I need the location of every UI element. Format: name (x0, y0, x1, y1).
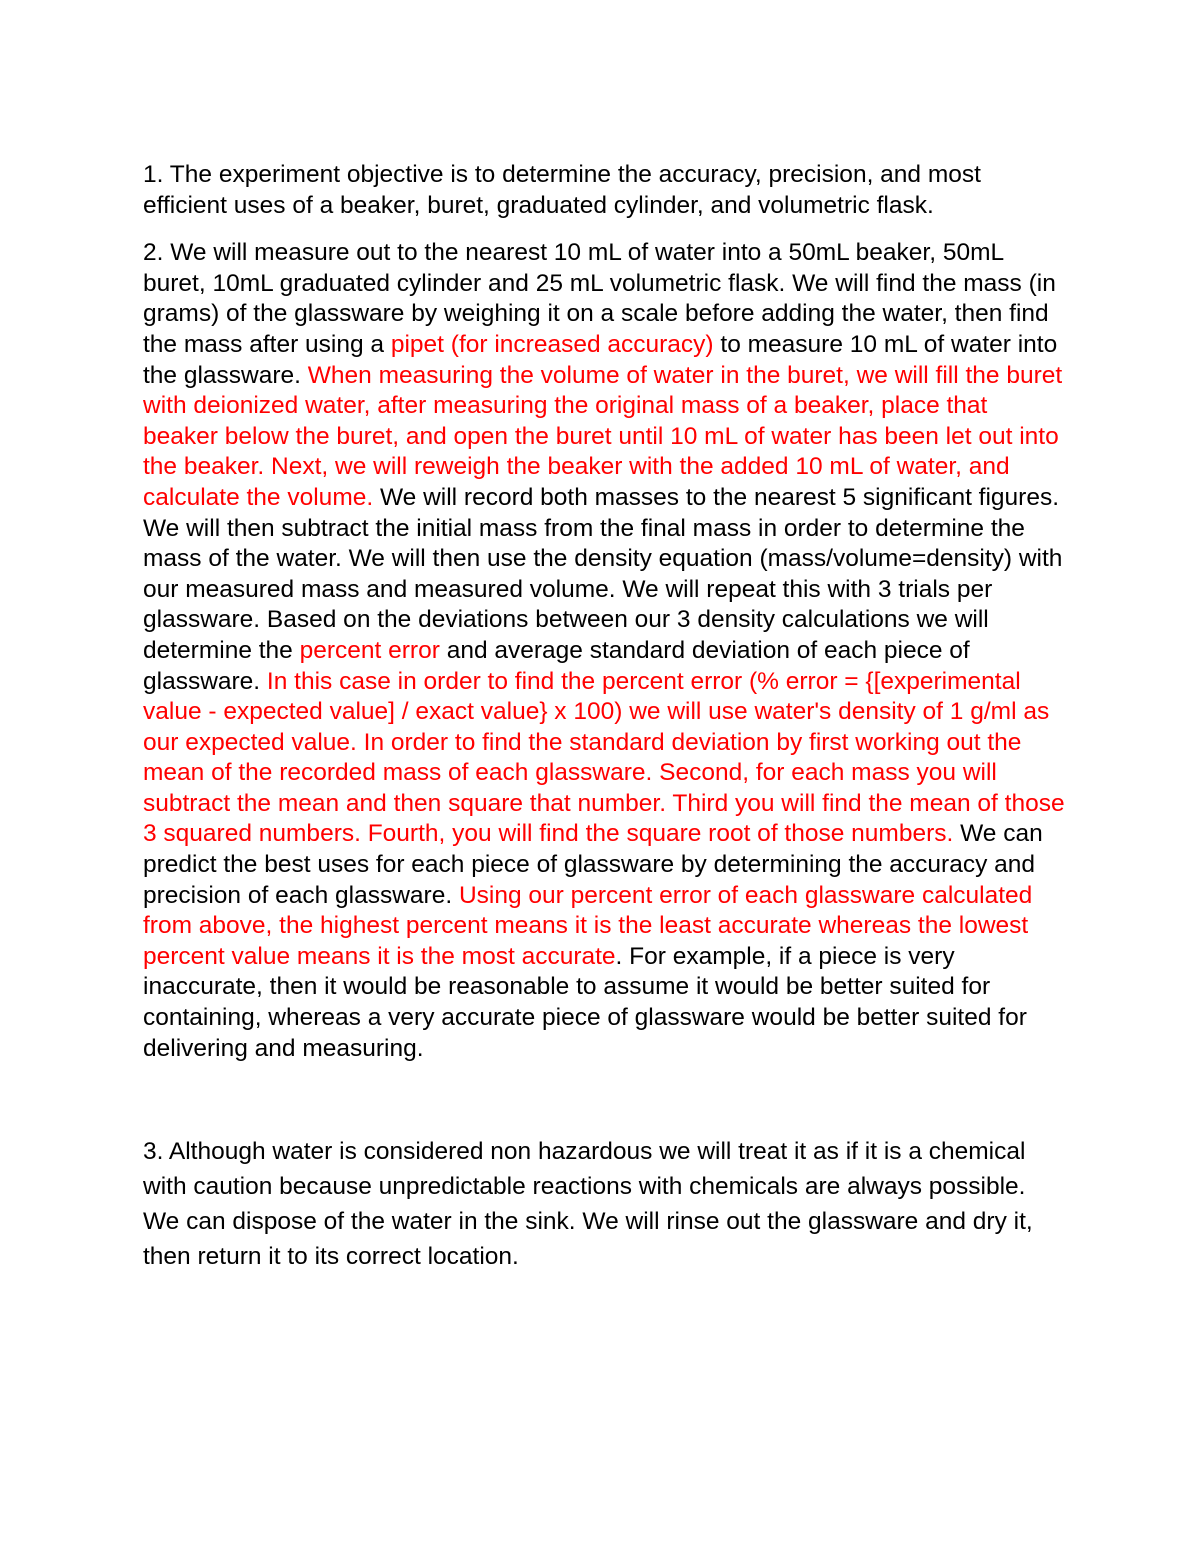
procedure-text-1: 2. We will measure out to the nearest 10 mL of water into a 50mL beaker, 50mL buret, 10mL graduated cylinder and 25 mL volumetric flask. We will find the mass (in grams) of the glassware by weighing it on a scale before adding the water, then find the mass after using a (143, 239, 1056, 358)
document-body (143, 160, 1068, 1274)
procedure-text-3: We will record both masses to the nearest 5 significant figures. We will then subtract the initial mass from the final mass in order to determine the mass of the water. We will then use the density equation (mass/volume=density) with our measured mass and measured volume. We will repeat this with 3 trials per glassware. Based on the deviations between our 3 density calculations we will determine the (143, 483, 1063, 664)
procedure-text-2: to measure 10 mL of water into the glassware. (143, 330, 1058, 389)
objective-text: 1. The experiment objective is to determine the accuracy, precision, and most efficient uses of a beaker, buret, graduated cylinder, and volumetric flask. (143, 161, 981, 219)
procedure-text-4: and average standard deviation of each piece of glassware. (143, 636, 970, 695)
highlight-percent-error: percent error (299, 636, 440, 664)
paragraph-safety (143, 1134, 1068, 1274)
paragraph-procedure (143, 238, 1068, 1064)
procedure-text-6: . For example, if a piece is very inaccurate, then it would be reasonable to assume it would be better suited for containing, whereas a very accurate piece of glassware would be better suited for delivering and measuring. (143, 942, 1027, 1062)
highlight-buret-procedure: When measuring the volume of water in the buret, we will fill the buret with deionized water, after measuring the original mass of a beaker, place that beaker below the buret, and open the buret until 10 mL of water has been let out into the beaker. Next, we will reweigh the beaker with the added 10 mL of water, and calculate the volume. (143, 361, 1063, 511)
highlight-accuracy-interpretation: Using our percent error of each glassware calculated from above, the highest percent means it is the least accurate whereas the lowest percent value means it is the most accurate (143, 881, 1033, 970)
paragraph-objective (143, 160, 1068, 221)
highlight-pipet: pipet (for increased accuracy) (390, 330, 714, 358)
safety-text: 3. Although water is considered non hazardous we will treat it as if it is a chemical with caution because unpredictable reactions with chemicals are always possible. We can dispose of the water in the sink. We will rinse out the glassware and dry it, then return it to its correct location. (143, 1138, 1033, 1271)
procedure-text-5: We can predict the best uses for each piece of glassware by determining the accuracy and precision of each glassware. (143, 820, 1043, 909)
highlight-calculation-method: In this case in order to find the percent error (% error = {[experimental value - expected value] / exact value} x 100) we will use water's density of 1 g/ml as our expected value. In order to find the standard deviation by first working out the mean of the recorded mass of each glassware. Second, for each mass you will subtract the mean and then square that number. Third you will find the mean of those 3 squared numbers. Fourth, you will find the square root of those numbers. (143, 667, 1065, 848)
